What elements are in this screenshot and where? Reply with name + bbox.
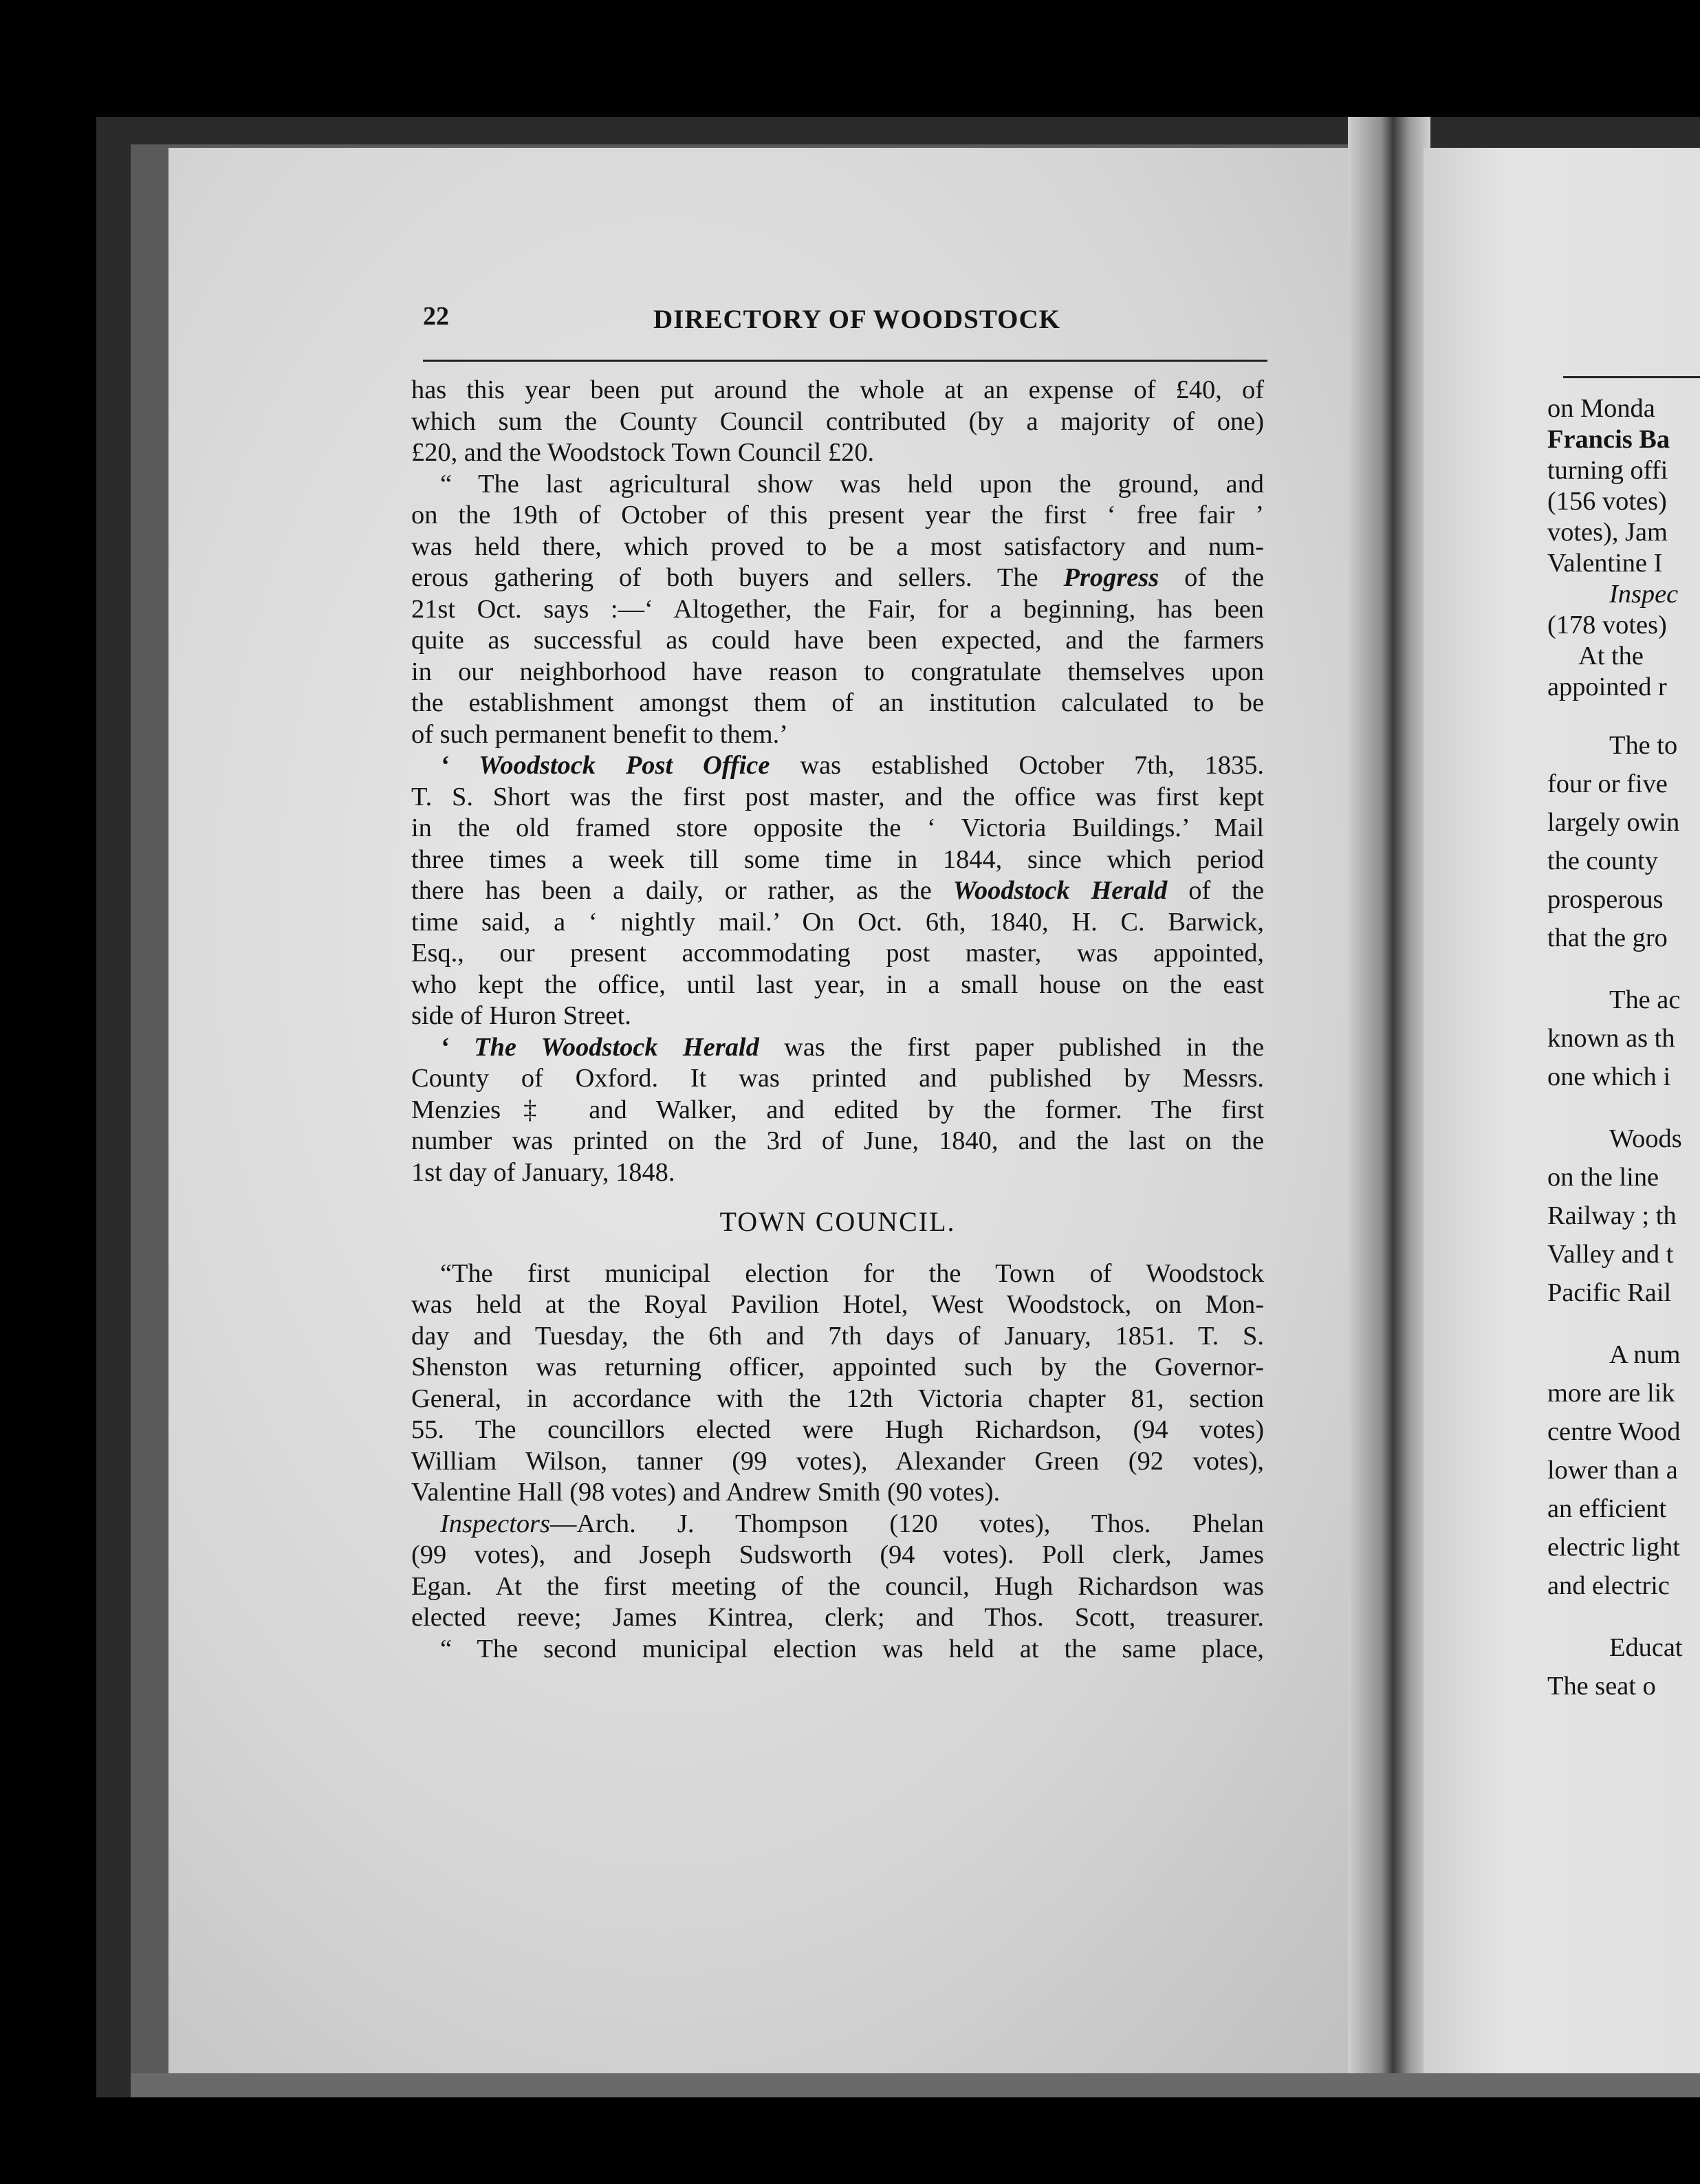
text-line: four or five (1547, 769, 1668, 798)
text-line: (156 votes) (1547, 487, 1667, 516)
text-line: who kept the office, until last year, in a small house on the east (411, 970, 1264, 999)
left-page-text (411, 375, 1264, 1665)
text-line: day and Tuesday, the 6th and 7th days of January, 1851. T. S. (411, 1321, 1264, 1351)
text-line: Menzies‡ and Walker, and edited by the former. The first (411, 1095, 1264, 1124)
text-line: Inspec (1609, 580, 1679, 609)
text-line: Railway ; th (1547, 1201, 1677, 1230)
text-line: lower than a (1547, 1456, 1678, 1485)
text-line: Valley and t (1547, 1240, 1674, 1269)
herald-title: ‘ The Woodstock Herald (440, 1032, 759, 1062)
text-line: of such permanent benefit to them.’ (411, 719, 788, 749)
running-head (423, 294, 1269, 342)
header-rule (423, 360, 1267, 362)
text-line: and electric (1547, 1571, 1670, 1600)
text-line: three times a week till some time in 1844, since which period (411, 844, 1264, 874)
text-line: Valentine I (1547, 549, 1663, 578)
post-office-title: ‘ Woodstock Post Office (440, 751, 770, 780)
text-line: prosperous (1547, 885, 1664, 914)
text-line: Educat (1609, 1633, 1683, 1662)
text-line: has this year been put around the whole at an expense of £40, of (411, 375, 1264, 404)
text-line: County of Oxford. It was printed and published by Messrs. (411, 1064, 1264, 1093)
bottom-board-edge (131, 2073, 1700, 2097)
text-line: votes), Jam (1547, 518, 1668, 547)
text-line: that the gro (1547, 924, 1668, 952)
text-line: A num (1609, 1340, 1681, 1369)
text-line: electric light (1547, 1533, 1680, 1562)
inspectors-label: Inspectors (440, 1509, 550, 1538)
text-line: was held at the Royal Pavilion Hotel, West Woodstock, on Mon- (411, 1290, 1264, 1319)
text-line: The to (1609, 731, 1678, 760)
text-line: 21st Oct. says :—‘ Altogether, the Fair, for a beginning, has been (411, 594, 1264, 624)
text-line: Valentine Hall (98 votes) and Andrew Smith (90 votes). (411, 1478, 1001, 1507)
page-number: 22 (423, 302, 449, 331)
text-line: more are lik (1547, 1379, 1675, 1408)
text-line: ‘ The Woodstock Herald was the first paper published in the (440, 1032, 1265, 1062)
text-line: the establishment amongst them of an institution calculated to be (411, 688, 1264, 717)
book-gutter (1348, 117, 1430, 2097)
text-line: General, in accordance with the 12th Victoria chapter 81, section (411, 1384, 1264, 1413)
section-heading-town-council: TOWN COUNCIL. (719, 1206, 956, 1237)
text-line: an efficient (1547, 1494, 1667, 1523)
text-line: Woods (1609, 1124, 1682, 1153)
text-line: 55. The councillors elected were Hugh Richardson, (94 votes) (411, 1415, 1264, 1444)
text-line: centre Wood (1547, 1417, 1681, 1446)
text-line: William Wilson, tanner (99 votes), Alexander Green (92 votes), (411, 1446, 1264, 1476)
text-line: time said, a ‘ nightly mail.’ On Oct. 6th, 1840, H. C. Barwick, (411, 907, 1264, 937)
text-line: was held there, which proved to be a most satisfactory and num- (411, 532, 1264, 561)
text-line: elected reeve; James Kintrea, clerk; and Thos. Scott, treasurer. (411, 1603, 1264, 1632)
herald-title: Woodstock Herald (952, 876, 1168, 905)
text-line: in the old framed store opposite the ‘ Victoria Buildings.’ Mail (411, 813, 1264, 842)
text-line: erous gathering of both buyers and sellers. The Progress of the (411, 563, 1264, 592)
text-line: (178 votes) (1547, 611, 1667, 640)
text-line: in our neighborhood have reason to congratulate themselves upon (411, 657, 1264, 686)
right-page-text (1547, 393, 1700, 1705)
text-line: the county (1547, 847, 1658, 875)
progress-title: Progress (1063, 563, 1159, 592)
text-line: one which i (1547, 1062, 1671, 1091)
text-line: £20, and the Woodstock Town Council £20. (411, 438, 875, 467)
text-line: Shenston was returning officer, appointed such by the Governor- (411, 1353, 1264, 1382)
text-line: largely owin (1547, 808, 1680, 837)
text-line: quite as successful as could have been expected, and the farmers (411, 626, 1264, 655)
text-line: “ The second municipal election was held at the same place, (440, 1634, 1264, 1663)
text-line: Francis Ba (1547, 425, 1670, 454)
text-line: which sum the County Council contributed (by a majority of one) (411, 406, 1264, 436)
text-line: side of Huron Street. (411, 1001, 631, 1030)
right-page-rule (1563, 376, 1700, 378)
text-line: Inspectors—Arch. J. Thompson (120 votes), Thos. Phelan (440, 1509, 1264, 1538)
text-line: on Monda (1547, 394, 1655, 423)
running-title: DIRECTORY OF WOODSTOCK (653, 305, 1061, 334)
text-line: The ac (1609, 985, 1681, 1014)
text-line: Pacific Rail (1547, 1278, 1672, 1307)
text-line: Esq., our present accommodating post master, was appointed, (411, 939, 1264, 968)
text-line: turning offi (1547, 456, 1668, 485)
text-line: “The first municipal election for the Town of Woodstock (440, 1258, 1264, 1288)
text-line: At the (1578, 642, 1644, 670)
text-line: known as th (1547, 1024, 1675, 1053)
text-line: appointed r (1547, 673, 1667, 701)
text-line: ‘ Woodstock Post Office was established October 7th, 1835. (440, 751, 1264, 780)
text-line: 1st day of January, 1848. (411, 1157, 675, 1187)
text-line: on the 19th of October of this present year the first ‘ free fair ’ (411, 501, 1264, 529)
text-line: Egan. At the first meeting of the council, Hugh Richardson was (411, 1571, 1264, 1601)
text-line: (99 votes), and Joseph Sudsworth (94 votes). Poll clerk, James (411, 1540, 1264, 1569)
text-line: on the line (1547, 1163, 1659, 1192)
text-line: number was printed on the 3rd of June, 1840, and the last on the (411, 1126, 1264, 1155)
text-line: T. S. Short was the first post master, and the office was first kept (411, 782, 1264, 811)
text-line: The seat o (1547, 1672, 1656, 1701)
text-line: there has been a daily, or rather, as the Woodstock Herald of the (411, 876, 1265, 905)
text-line: “ The last agricultural show was held upon the ground, and (440, 469, 1264, 499)
